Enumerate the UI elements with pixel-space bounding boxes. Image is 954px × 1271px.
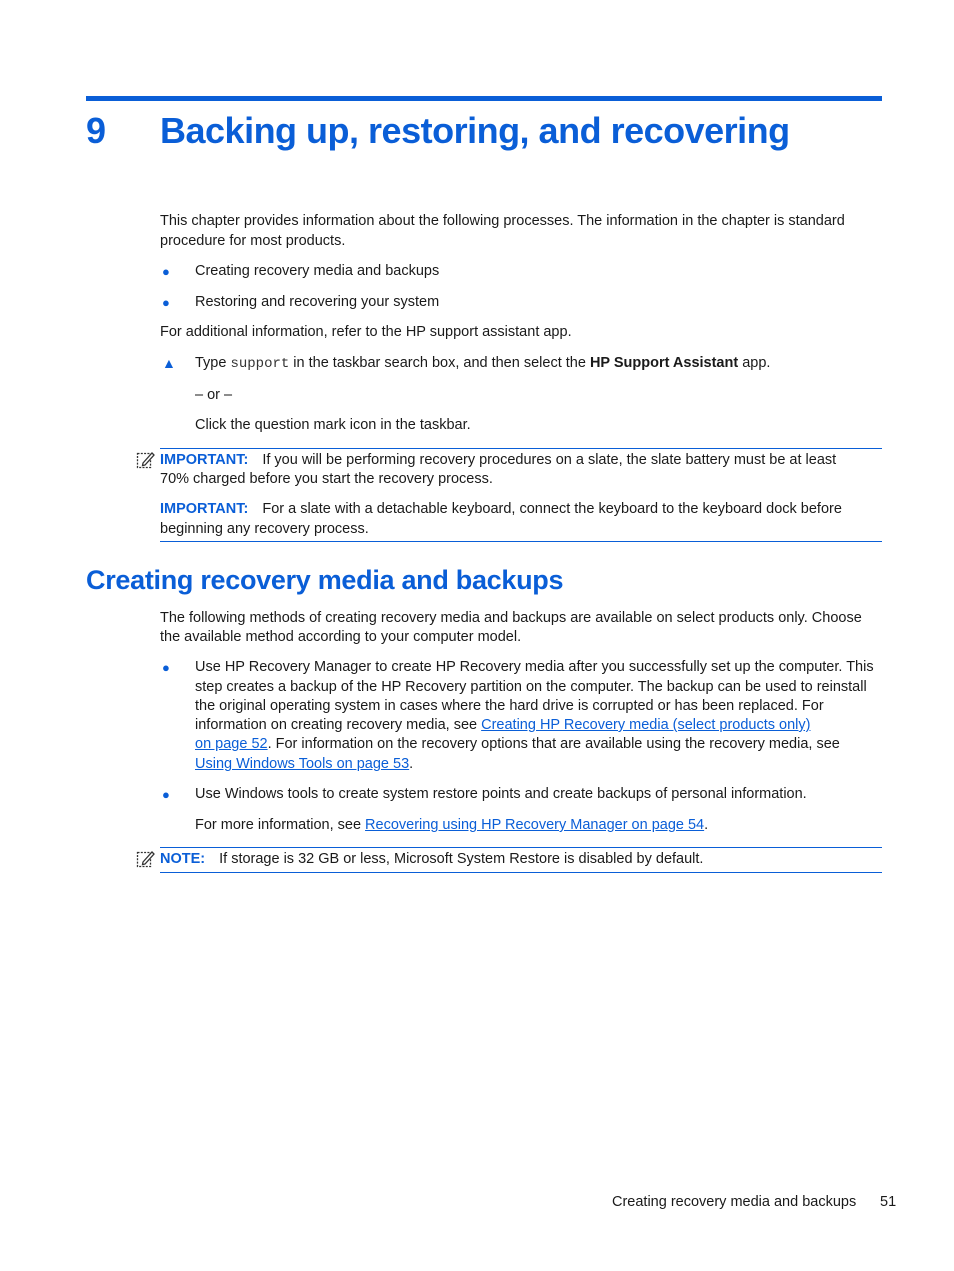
important-1-line2: 70% charged before you start the recovery process. (160, 471, 493, 487)
intro-paragraph: This chapter provides information about the following processes. The information in the chapter is standard procedure for most products. (160, 213, 845, 249)
bullet-icon: ● (162, 660, 170, 675)
code-support: support (230, 356, 290, 372)
note-pencil-icon (136, 450, 156, 470)
page-number: 51 (880, 1194, 897, 1210)
important-label: IMPORTANT: (160, 501, 249, 517)
or-separator: – or – (195, 387, 233, 403)
chapter-number: 9 (86, 110, 107, 151)
important-2-line2: beginning any recovery process. (160, 521, 369, 537)
footer-section-title: Creating recovery media and backups (612, 1194, 857, 1210)
additional-info: For additional information, refer to the HP support assistant app. (160, 324, 572, 340)
note-pencil-icon (136, 849, 156, 869)
bullet-icon: ● (162, 787, 170, 802)
step-triangle-icon: ▲ (162, 355, 176, 371)
link-recovering-hp-recovery-manager[interactable]: Recovering using HP Recovery Manager on page 54 (365, 817, 705, 833)
bullet-icon: ● (162, 295, 170, 310)
chapter-rule (86, 96, 882, 101)
alt-step: Click the question mark icon in the taskbar. (195, 417, 471, 433)
method-1-line6: Using Windows Tools on page 53. (195, 756, 414, 772)
bullet-icon: ● (162, 264, 170, 279)
intro-bullet-2: Restoring and recovering your system (195, 294, 440, 310)
section-paragraph-line2: the available method according to your computer model. (160, 629, 522, 645)
important-bottom-rule (160, 541, 882, 542)
note-label: NOTE: (160, 851, 206, 867)
section-title: Creating recovery media and backups (86, 565, 564, 595)
intro-bullet-1: Creating recovery media and backups (195, 263, 440, 279)
method-1-line5: on page 52. For information on the recovery options that are available using the recovery media, see (195, 736, 840, 752)
important-1-line1: IMPORTANT: If you will be performing recovery procedures on a slate, the slate battery must be at least (160, 452, 837, 468)
note-text: NOTE: If storage is 32 GB or less, Microsoft System Restore is disabled by default. (160, 851, 704, 867)
important-top-rule (160, 448, 882, 449)
note-top-rule (160, 847, 882, 848)
method-2: Use Windows tools to create system restore points and create backups of personal information. (195, 786, 807, 802)
method-1-line2: step creates a backup of the HP Recovery partition on the computer. The backup can be used to reinstall (195, 679, 867, 695)
note-bottom-rule (160, 872, 882, 873)
step-instruction: Type support in the taskbar search box, and then select the HP Support Assistant app. (195, 355, 771, 372)
link-creating-recovery-media-page[interactable]: on page 52 (195, 736, 268, 752)
chapter-title: Backing up, restoring, and recovering (160, 110, 790, 151)
important-2-line1: IMPORTANT: For a slate with a detachable keyboard, connect the keyboard to the keyboard dock before (160, 501, 842, 517)
method-1-line3: the original operating system in cases where the hard drive is corrupted or has been replaced. For (195, 698, 824, 714)
link-using-windows-tools[interactable]: Using Windows Tools on page 53 (195, 756, 410, 772)
more-info: For more information, see Recovering using HP Recovery Manager on page 54. (195, 817, 709, 833)
link-creating-recovery-media[interactable]: Creating HP Recovery media (select products only) (481, 717, 811, 733)
method-1-line4: information on creating recovery media, see Creating HP Recovery media (select products only) (195, 717, 811, 733)
section-paragraph-line1: The following methods of creating recovery media and backups are available on select products only. Choose (160, 610, 862, 626)
method-1-line1: Use HP Recovery Manager to create HP Recovery media after you successfully set up the computer. This (195, 659, 874, 675)
important-label: IMPORTANT: (160, 452, 249, 468)
